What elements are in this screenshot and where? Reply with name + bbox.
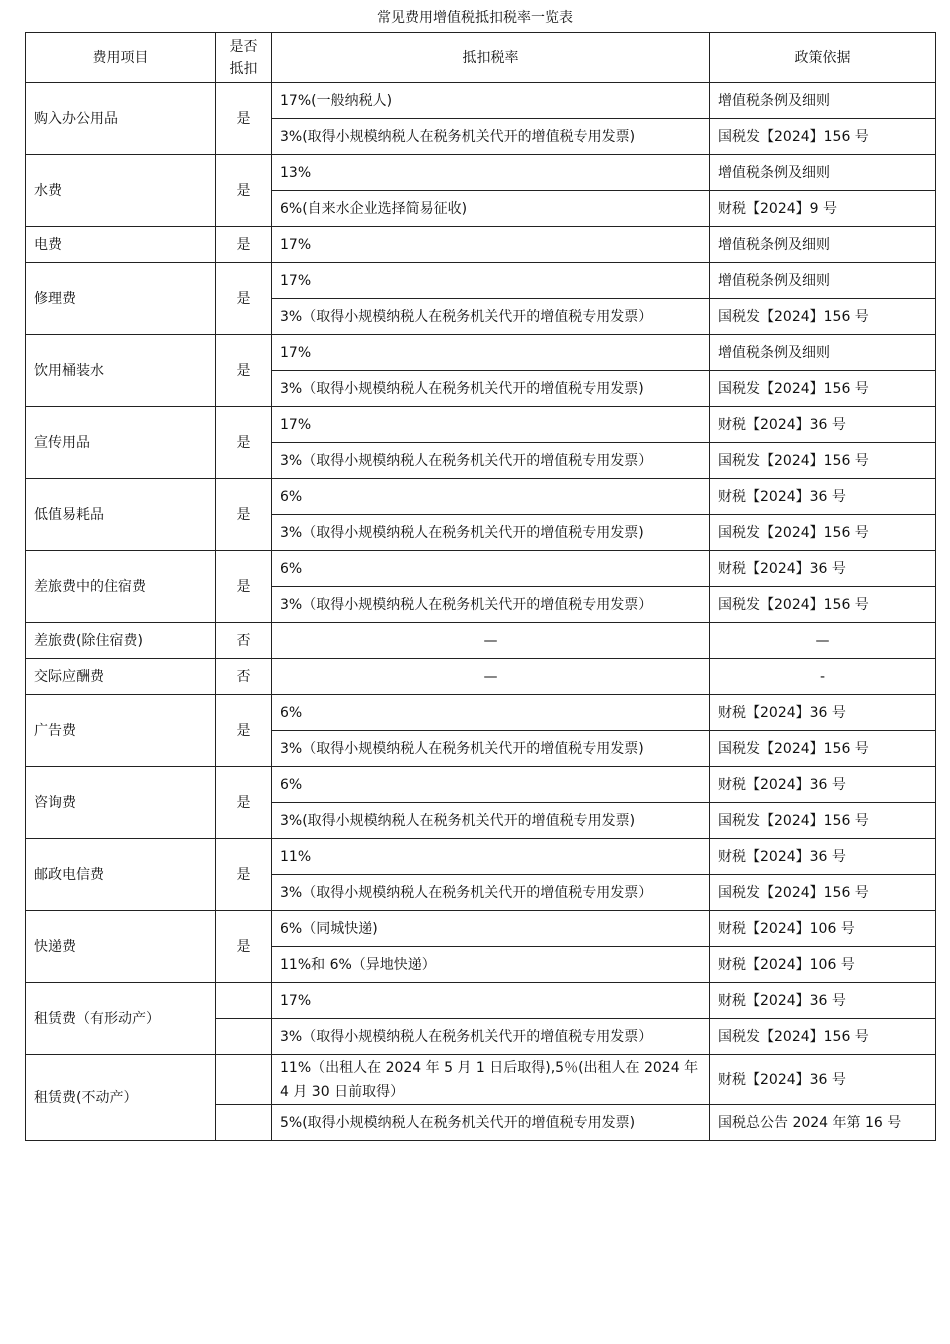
rate-cell: 6%（同城快递) (272, 911, 710, 947)
policy-basis-cell: 国税总公告 2024 年第 16 号 (710, 1105, 936, 1141)
policy-basis-cell: 国税发【2024】156 号 (710, 443, 936, 479)
document-title: 常见费用增值税抵扣税率一览表 (377, 10, 573, 26)
table-row (26, 983, 936, 1019)
rate-cell: 11%（出租人在 2024 年 5 月 1 日后取得),5％(出租人在 2024 年 4 月 30 日前取得） (272, 1055, 710, 1105)
deductible-cell: 是 (216, 155, 272, 227)
rate-cell: 17% (272, 407, 710, 443)
deductible-cell: 是 (216, 83, 272, 155)
expense-item-cell: 饮用桶装水 (26, 335, 216, 407)
policy-basis-cell: 财税【2024】106 号 (710, 911, 936, 947)
deduction-rate-table (25, 32, 936, 1141)
table-row (26, 623, 936, 659)
policy-basis-cell: 财税【2024】36 号 (710, 479, 936, 515)
table-row (26, 695, 936, 731)
expense-item-cell: 电费 (26, 227, 216, 263)
expense-item-cell: 差旅费中的住宿费 (26, 551, 216, 623)
policy-basis-cell: 国税发【2024】156 号 (710, 1019, 936, 1055)
policy-basis-cell: 财税【2024】36 号 (710, 983, 936, 1019)
expense-item-cell: 租赁费(不动产） (26, 1055, 216, 1141)
policy-basis-cell: 财税【2024】106 号 (710, 947, 936, 983)
policy-basis-cell: 财税【2024】36 号 (710, 695, 936, 731)
deductible-cell: 是 (216, 227, 272, 263)
policy-basis-cell: 国税发【2024】156 号 (710, 587, 936, 623)
rate-cell: 3%（取得小规模纳税人在税务机关代开的增值税专用发票） (272, 875, 710, 911)
deductible-cell (216, 1055, 272, 1105)
rate-cell: 3%(取得小规模纳税人在税务机关代开的增值税专用发票) (272, 119, 710, 155)
table-row (26, 263, 936, 299)
header-rate: 抵扣税率 (272, 33, 710, 83)
table-row (26, 155, 936, 191)
rate-cell: — (272, 623, 710, 659)
policy-basis-cell: 财税【2024】36 号 (710, 839, 936, 875)
deductible-cell: 是 (216, 911, 272, 983)
rate-cell: 17%(一般纳税人) (272, 83, 710, 119)
expense-item-cell: 交际应酬费 (26, 659, 216, 695)
policy-basis-cell: 财税【2024】36 号 (710, 551, 936, 587)
policy-basis-cell: 增值税条例及细则 (710, 155, 936, 191)
table-body (26, 83, 936, 1141)
policy-basis-cell: 财税【2024】9 号 (710, 191, 936, 227)
policy-basis-cell: 增值税条例及细则 (710, 263, 936, 299)
deductible-cell: 是 (216, 335, 272, 407)
table-row (26, 83, 936, 119)
rate-cell: 3%（取得小规模纳税人在税务机关代开的增值税专用发票） (272, 587, 710, 623)
rate-cell: 17% (272, 983, 710, 1019)
deductible-cell: 是 (216, 263, 272, 335)
policy-basis-cell: 增值税条例及细则 (710, 335, 936, 371)
table-row (26, 551, 936, 587)
policy-basis-cell: 国税发【2024】156 号 (710, 299, 936, 335)
table-row (26, 839, 936, 875)
table-row (26, 659, 936, 695)
policy-basis-cell: 财税【2024】36 号 (710, 1055, 936, 1105)
expense-item-cell: 宣传用品 (26, 407, 216, 479)
rate-cell: 3%（取得小规模纳税人在税务机关代开的增值税专用发票) (272, 515, 710, 551)
rate-cell: 17% (272, 227, 710, 263)
rate-cell: 17% (272, 263, 710, 299)
rate-cell: 5%(取得小规模纳税人在税务机关代开的增值税专用发票) (272, 1105, 710, 1141)
table-row (26, 911, 936, 947)
deductible-cell: 是 (216, 551, 272, 623)
expense-item-cell: 咨询费 (26, 767, 216, 839)
policy-basis-cell: — (710, 623, 936, 659)
policy-basis-cell: 国税发【2024】156 号 (710, 515, 936, 551)
policy-basis-cell: 国税发【2024】156 号 (710, 119, 936, 155)
rate-cell: 3%（取得小规模纳税人在税务机关代开的增值税专用发票) (272, 371, 710, 407)
rate-cell: 3%（取得小规模纳税人在税务机关代开的增值税专用发票） (272, 1019, 710, 1055)
rate-cell: 11% (272, 839, 710, 875)
deductible-cell: 是 (216, 839, 272, 911)
table-row (26, 335, 936, 371)
table-row (26, 407, 936, 443)
header-row (26, 33, 936, 83)
deductible-cell: 是 (216, 407, 272, 479)
policy-basis-cell: 国税发【2024】156 号 (710, 371, 936, 407)
rate-cell: 3%(取得小规模纳税人在税务机关代开的增值税专用发票) (272, 803, 710, 839)
expense-item-cell: 水费 (26, 155, 216, 227)
expense-item-cell: 修理费 (26, 263, 216, 335)
deductible-cell (216, 983, 272, 1019)
expense-item-cell: 低值易耗品 (26, 479, 216, 551)
rate-cell: 17% (272, 335, 710, 371)
policy-basis-cell: 财税【2024】36 号 (710, 767, 936, 803)
rate-cell: 6%(自来水企业选择简易征收) (272, 191, 710, 227)
deductible-cell: 否 (216, 623, 272, 659)
expense-item-cell: 快递费 (26, 911, 216, 983)
deductible-cell: 是 (216, 767, 272, 839)
policy-basis-cell: 国税发【2024】156 号 (710, 731, 936, 767)
policy-basis-cell: 财税【2024】36 号 (710, 407, 936, 443)
expense-item-cell: 购入办公用品 (26, 83, 216, 155)
deductible-cell (216, 1105, 272, 1141)
policy-basis-cell: 增值税条例及细则 (710, 227, 936, 263)
rate-cell: 6% (272, 695, 710, 731)
policy-basis-cell: 国税发【2024】156 号 (710, 875, 936, 911)
rate-cell: 3%（取得小规模纳税人在税务机关代开的增值税专用发票) (272, 731, 710, 767)
expense-item-cell: 租赁费（有形动产） (26, 983, 216, 1055)
header-expense-item: 费用项目 (26, 33, 216, 83)
policy-basis-cell: 增值税条例及细则 (710, 83, 936, 119)
expense-item-cell: 差旅费(除住宿费) (26, 623, 216, 659)
deductible-cell (216, 1019, 272, 1055)
rate-cell: 6% (272, 479, 710, 515)
table-row (26, 767, 936, 803)
header-deductible: 是否 抵扣 (216, 33, 272, 83)
rate-cell: — (272, 659, 710, 695)
rate-cell: 11%和 6%（异地快递） (272, 947, 710, 983)
deductible-cell: 是 (216, 695, 272, 767)
table-row (26, 1055, 936, 1105)
rate-cell: 6% (272, 767, 710, 803)
rate-cell: 13% (272, 155, 710, 191)
expense-item-cell: 广告费 (26, 695, 216, 767)
table-row (26, 227, 936, 263)
policy-basis-cell: - (710, 659, 936, 695)
rate-cell: 6% (272, 551, 710, 587)
deductible-cell: 是 (216, 479, 272, 551)
deductible-cell: 否 (216, 659, 272, 695)
rate-cell: 3%（取得小规模纳税人在税务机关代开的增值税专用发票） (272, 299, 710, 335)
rate-cell: 3%（取得小规模纳税人在税务机关代开的增值税专用发票） (272, 443, 710, 479)
header-policy-basis: 政策依据 (710, 33, 936, 83)
table-row (26, 479, 936, 515)
expense-item-cell: 邮政电信费 (26, 839, 216, 911)
policy-basis-cell: 国税发【2024】156 号 (710, 803, 936, 839)
